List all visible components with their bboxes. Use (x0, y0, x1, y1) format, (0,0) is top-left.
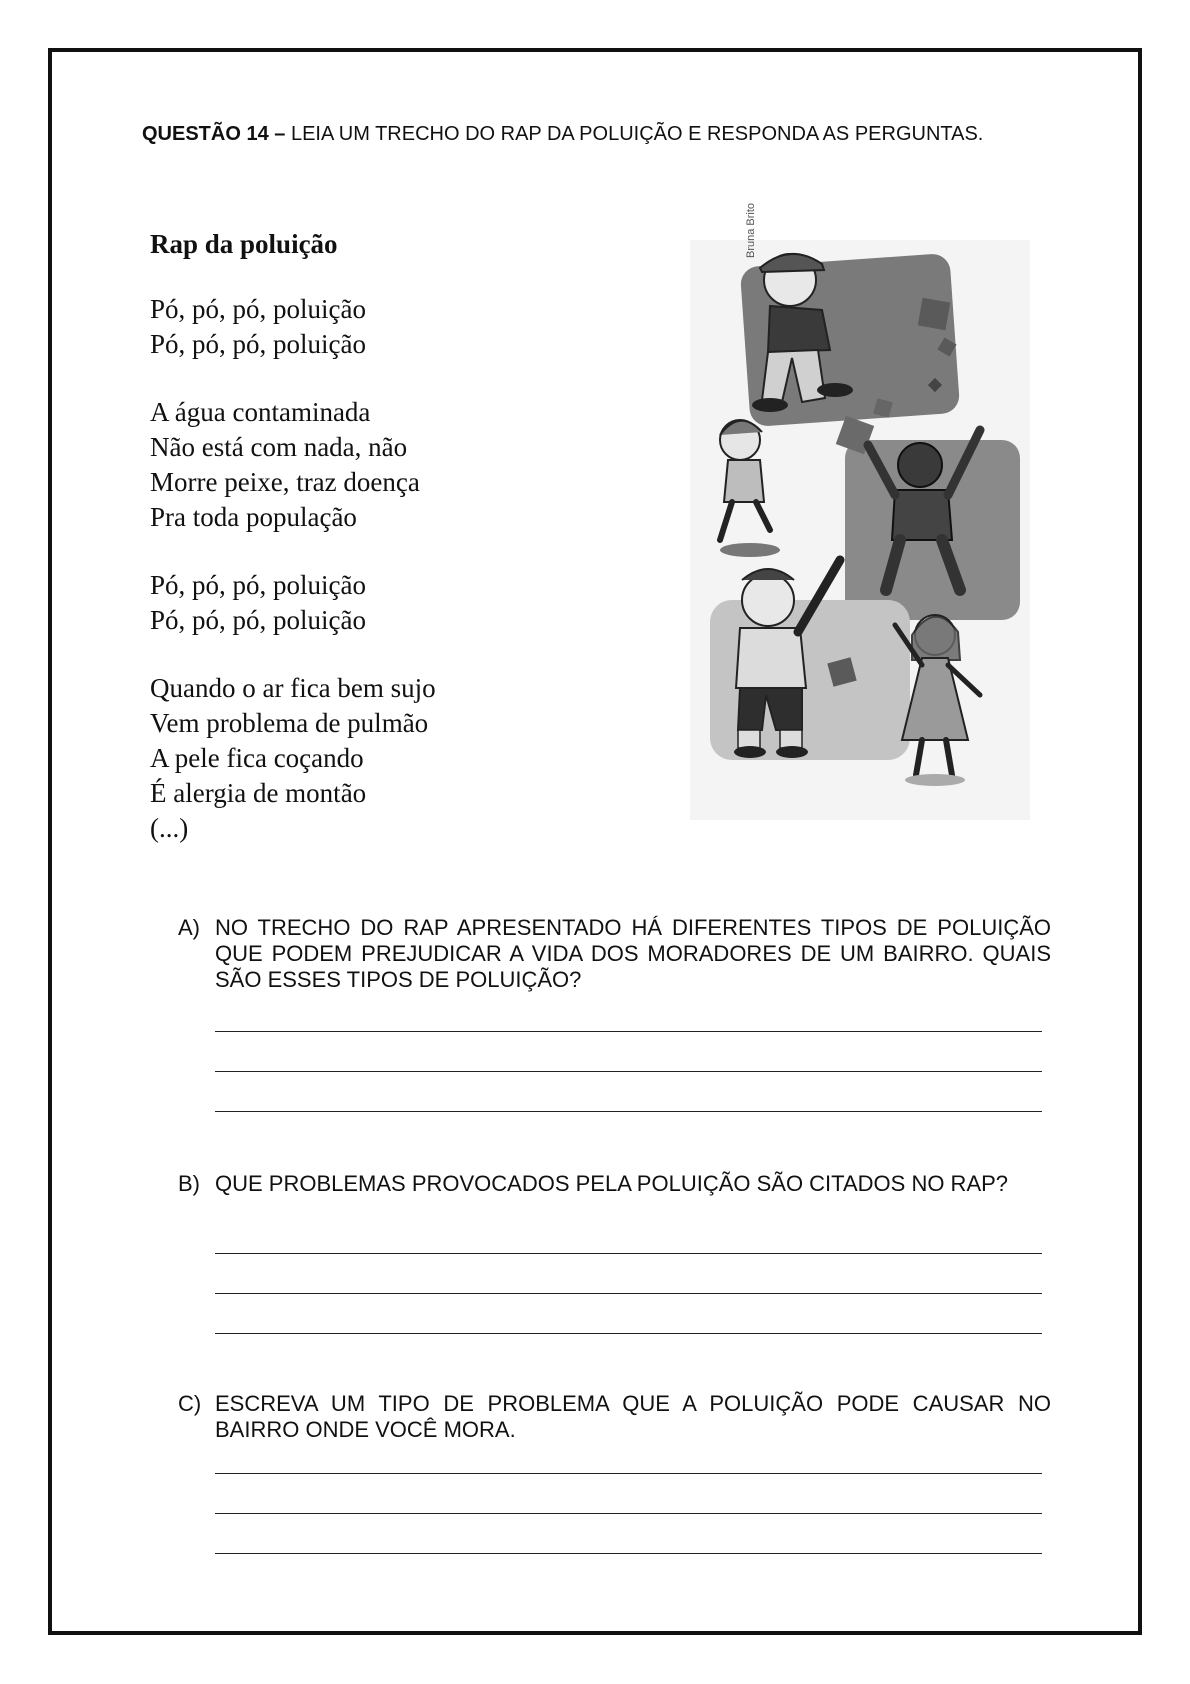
poem-line: Pó, pó, pó, poluição (150, 605, 366, 635)
poem-line: Morre peixe, traz doença (150, 467, 420, 497)
question-letter: A) (178, 915, 200, 940)
poem-line: A pele fica coçando (150, 743, 364, 773)
answer-line[interactable] (215, 1031, 1042, 1032)
answer-line[interactable] (215, 1111, 1042, 1112)
answer-line[interactable] (215, 1293, 1042, 1294)
poem (150, 227, 670, 846)
stanza (150, 395, 670, 535)
poem-line: Pó, pó, pó, poluição (150, 294, 366, 324)
poem-line: Pó, pó, pó, poluição (150, 329, 366, 359)
question-text: QUE PROBLEMAS PROVOCADOS PELA POLUIÇÃO SÃO CITADOS NO RAP? (215, 1171, 1009, 1196)
poem-line: Não está com nada, não (150, 432, 408, 462)
stanza (150, 292, 670, 362)
question-text: ESCREVA UM TIPO DE PROBLEMA QUE A POLUIÇÃO PODE CAUSAR NO BAIRRO ONDE VOCÊ MORA. (215, 1391, 1051, 1442)
stanza (150, 568, 670, 638)
poem-line: Quando o ar fica bem sujo (150, 673, 436, 703)
poem-line: Pó, pó, pó, poluição (150, 570, 366, 600)
question-letter: C) (178, 1391, 202, 1416)
question-instruction: LEIA UM TRECHO DO RAP DA POLUIÇÃO E RESPONDA AS PERGUNTAS. (290, 123, 984, 145)
answer-line[interactable] (215, 1333, 1042, 1334)
poem-ellipsis: (...) (150, 813, 189, 843)
question-header (142, 114, 1042, 154)
poem-line: A água contaminada (150, 397, 371, 427)
poem-title: Rap da poluição (150, 229, 338, 259)
poem-line: Vem problema de pulmão (150, 708, 429, 738)
poem-line: É alergia de montão (150, 778, 367, 808)
question-letter: B) (178, 1171, 200, 1196)
question-label: QUESTÃO 14 – (142, 123, 286, 145)
question-text: NO TRECHO DO RAP APRESENTADO HÁ DIFERENTES TIPOS DE POLUIÇÃO QUE PODEM PREJUDICAR A VIDA DOS MORADORES DE UM BAIRRO. QUAIS SÃO ESSES TIPOS DE POLUIÇÃO? (215, 915, 1051, 992)
illustration-credit: Bruna Brito (745, 202, 757, 258)
poem-line: Pra toda população (150, 502, 357, 532)
answer-line[interactable] (215, 1071, 1042, 1072)
answer-line[interactable] (215, 1513, 1042, 1514)
dancing-children-illustration (690, 240, 1030, 820)
stanza (150, 671, 670, 846)
answer-line[interactable] (215, 1473, 1042, 1474)
answer-line[interactable] (215, 1553, 1042, 1554)
answer-line[interactable] (215, 1253, 1042, 1254)
